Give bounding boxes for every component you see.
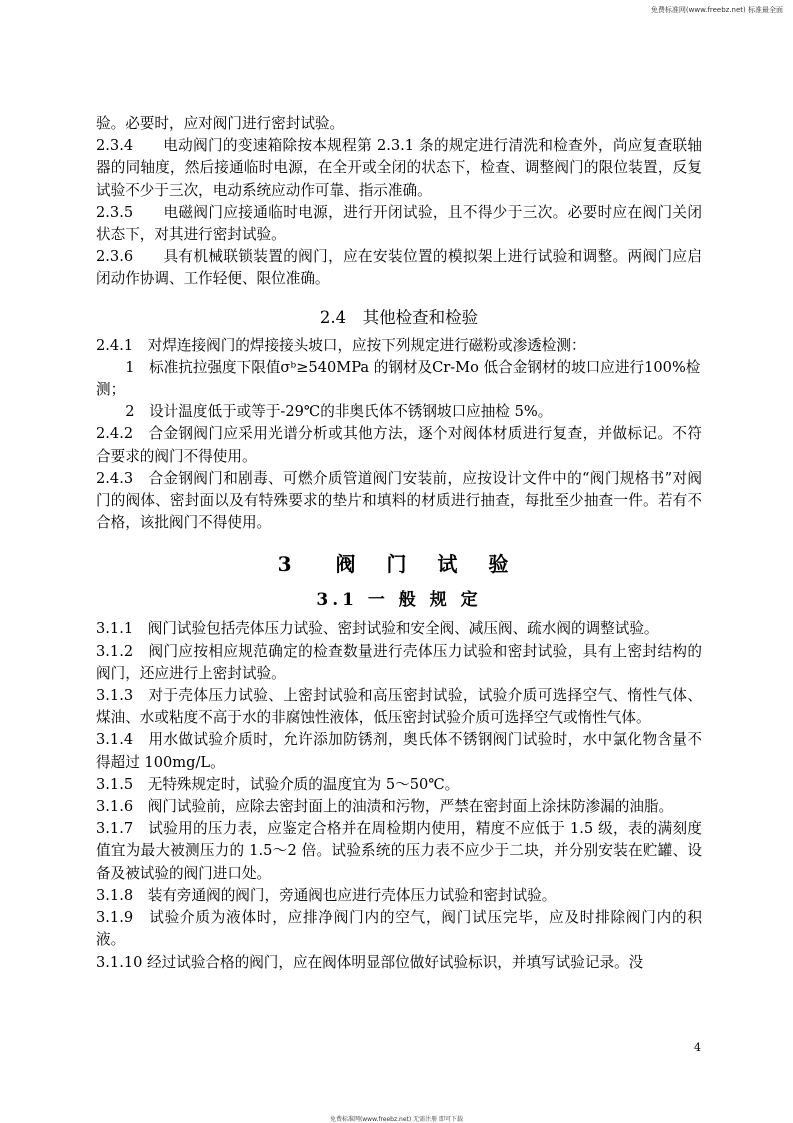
- clause-2-4-1-sub-1: 1 标准抗拉强度下限值σᵇ≥540MPa 的钢材及Cr-Mo 低合金钢材的坡口应进行100%检测；: [96, 358, 701, 399]
- clause-2-3-4: 2.3.4 电动阀门的变速箱除按本规程第 2.3.1 条的规定进行清洗和检查外，尚应复查联轴器的同轴度，然后接通临时电源，在全开或全闭的状态下，检查、调整阀门的限位装置，反复试验不少于三次，电动系统应动作可靠、指示准确。: [96, 137, 702, 199]
- section-3-1-title: 3.1 一 般 规 定: [316, 590, 482, 611]
- clause-3-1-1: 3.1.1 阀门试验包括壳体压力试验、密封试验和安全阀、减压阀、疏水阀的调整试验。: [96, 620, 659, 638]
- clause-2-4-1: 2.4.1 对焊连接阀门的焊接接头坡口，应按下列规定进行磁粉或渗透检测：: [96, 336, 586, 354]
- document-body: [96, 113, 702, 974]
- clause-3-1-7: 3.1.7 试验用的压力表，应鉴定合格并在周检期内使用，精度不应低于 1.5 级，表的满刻度值宜为最大被测压力的 1.5～2 倍。试验系统的压力表不应少于二块，并分别安装在贮罐、设备及被试验的阀门进口处。: [96, 820, 702, 882]
- clause-3-1-4: 3.1.4 用水做试验介质时，允许添加防锈剂，奥氏体不锈钢阀门试验时，水中氯化物含量不得超过 100mg/L。: [96, 731, 702, 771]
- clause-2-4-1-sub-2: 2 设计温度低于或等于-29℃的非奥氏体不锈钢坡口应抽检 5%。: [96, 403, 553, 421]
- clause-2-4-2: 2.4.2 合金钢阀门应采用光谱分析或其他方法，逐个对阀体材质进行复查，并做标记。不符合要求的阀门不得使用。: [96, 425, 702, 465]
- chapter-3-title: 3 阀 门 试 验: [277, 552, 521, 577]
- clause-2-4-3: 2.4.3 合金钢阀门和剧毒、可燃介质管道阀门安装前，应按设计文件中的“阀门规格书”对阀门的阀体、密封面以及有特殊要求的垫片和填料的材质进行抽查，每批至少抽查一件。若有不合格，该批阀门不得使用。: [96, 469, 702, 532]
- clause-2-3-6: 2.3.6 具有机械联锁装置的阀门，应在安装位置的模拟架上进行试验和调整。两阀门应启闭动作协调、工作轻便、限位准确。: [96, 248, 702, 288]
- site-header-note: 免费标准网(www.freebz.net) 标准最全面: [650, 6, 783, 14]
- clause-3-1-5: 3.1.5 无特殊规定时，试验介质的温度宜为 5～50℃。: [96, 775, 460, 793]
- section-2-4-title: 2.4 其他检查和检验: [319, 307, 479, 327]
- continuation-paragraph: 验。必要时，应对阀门进行密封试验。: [96, 115, 345, 132]
- clause-3-1-10: 3.1.10 经过试验合格的阀门，应在阀体明显部位做好试验标识，并填写试验记录。没: [96, 953, 644, 971]
- clause-3-1-3: 3.1.3 对于壳体压力试验、上密封试验和高压密封试验，试验介质可选择空气、惰性气体、煤油、水或粘度不高于水的非腐蚀性液体，低压密封试验介质可选择空气或惰性气体。: [96, 687, 702, 727]
- clause-2-3-5: 2.3.5 电磁阀门应接通临时电源，进行开闭试验，且不得少于三次。必要时应在阀门关闭状态下，对其进行密封试验。: [96, 203, 702, 244]
- clause-3-1-2: 3.1.2 阀门应按相应规范确定的检查数量进行壳体压力试验和密封试验，具有上密封结构的阀门，还应进行上密封试验。: [96, 642, 702, 682]
- site-footer-note: 免费标准网(www.freebz.net) 无需注册 即可下载: [329, 1116, 464, 1123]
- page-number: 4: [694, 1041, 701, 1054]
- clause-3-1-6: 3.1.6 阀门试验前，应除去密封面上的油渍和污物，严禁在密封面上涂抹防渗漏的油脂。: [96, 798, 674, 816]
- clause-3-1-8: 3.1.8 装有旁通阀的阀门，旁通阀也应进行壳体压力试验和密封试验。: [96, 886, 557, 904]
- clause-3-1-9: 3.1.9 试验介质为液体时，应排净阀门内的空气，阀门试压完毕，应及时排除阀门内的积液。: [96, 909, 702, 949]
